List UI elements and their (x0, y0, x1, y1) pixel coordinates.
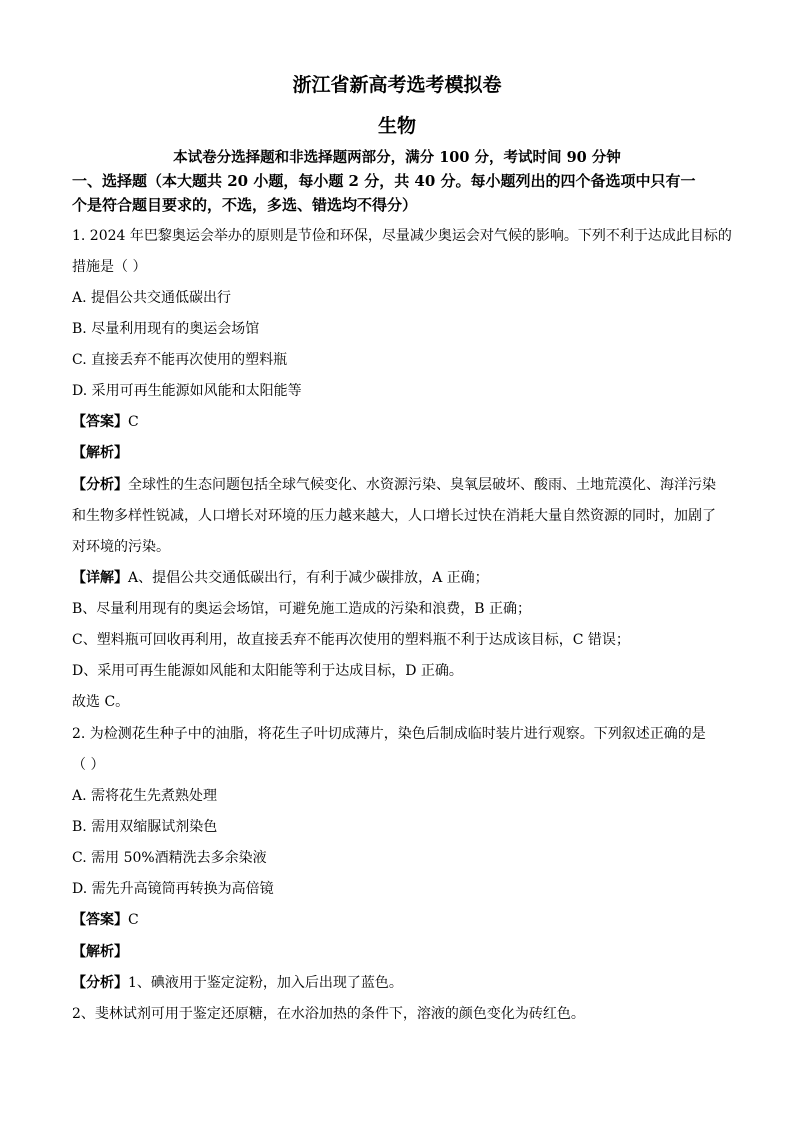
q2-stem-line1: 2. 为检测花生种子中的油脂，将花生子叶切成薄片，染色后制成临时装片进行观察。下列叙述正确的是 (72, 726, 706, 742)
q2-fenxi-line1 (72, 974, 732, 992)
section-heading-line2: 个是符合题目要求的，不选，多选、错选均不得分） (72, 196, 418, 214)
q1-option-c: C. 直接丢弃不能再次使用的塑料瓶 (72, 352, 288, 368)
q1-stem-line2: 措施是（ ） (72, 259, 147, 275)
exam-instructions: 本试卷分选择题和非选择题两部分，满分 100 分，考试时间 90 分钟 (173, 149, 621, 166)
q2-analysis-tag: 【解析】 (72, 944, 128, 960)
q1-detail-line2: B、尽量利用现有的奥运会场馆，可避免施工造成的污染和浪费，B 正确； (72, 601, 532, 617)
q2-option-d: D. 需先升高镜筒再转换为高倍镜 (72, 881, 274, 897)
q1-detail-line4: D、采用可再生能源如风能和太阳能等利于达成目标，D 正确。 (72, 663, 463, 679)
q1-detail-line3: C、塑料瓶可回收再利用，故直接丢弃不能再次使用的塑料瓶不利于达成该目标，C 错误； (72, 632, 630, 648)
q2-answer (72, 911, 732, 929)
q2-option-b: B. 需用双缩脲试剂染色 (72, 819, 218, 835)
subject-title: 生物 (377, 115, 416, 137)
q1-analysis-tag: 【解析】 (72, 445, 128, 461)
q1-fenxi-line1 (72, 476, 732, 494)
q2-fenxi-line2: 2、斐林试剂可用于鉴定还原糖，在水浴加热的条件下，溶液的颜色变化为砖红色。 (72, 1006, 585, 1022)
fenxi-text: 全球性的生态问题包括全球气候变化、水资源污染、臭氧层破坏、酸雨、土地荒漠化、海洋污染 (128, 477, 716, 493)
detail-text: A、提倡公共交通低碳出行，有利于减少碳排放，A 正确； (128, 570, 489, 586)
q1-conclusion: 故选 C。 (72, 694, 130, 710)
answer-tag: 【答案】 (72, 912, 128, 928)
q1-fenxi-line2: 和生物多样性锐减，人口增长对环境的压力越来越大，人口增长过快在消耗大量自然资源的同时，加剧了 (72, 508, 716, 524)
q1-fenxi-line3: 对环境的污染。 (72, 539, 170, 555)
detail-tag: 【详解】 (72, 570, 128, 586)
q2-stem-line2: （ ） (72, 757, 105, 773)
answer-value: C (128, 912, 139, 928)
fenxi-tag: 【分析】 (72, 477, 128, 493)
q1-answer (72, 413, 732, 431)
q1-option-a: A. 提倡公共交通低碳出行 (72, 290, 232, 306)
q2-option-a: A. 需将花生先煮熟处理 (72, 788, 218, 804)
answer-value: C (128, 414, 139, 430)
exam-title: 浙江省新高考选考模拟卷 (292, 74, 502, 96)
q1-stem-line1: 1. 2024 年巴黎奥运会举办的原则是节俭和环保，尽量减少奥运会对气候的影响。下列不利于达成此目标的 (72, 228, 732, 244)
fenxi-text: 1、碘液用于鉴定淀粉，加入后出现了蓝色。 (128, 975, 403, 991)
q1-option-b: B. 尽量利用现有的奥运会场馆 (72, 321, 260, 337)
q1-detail-line1 (72, 569, 732, 587)
q2-option-c: C. 需用 50%酒精洗去多余染液 (72, 850, 267, 866)
section-heading-line1: 一、选择题（本大题共 20 小题，每小题 2 分，共 40 分。每小题列出的四个备选项中只有一 (72, 172, 696, 190)
fenxi-tag: 【分析】 (72, 975, 128, 991)
q1-option-d: D. 采用可再生能源如风能和太阳能等 (72, 383, 302, 399)
answer-tag: 【答案】 (72, 414, 128, 430)
